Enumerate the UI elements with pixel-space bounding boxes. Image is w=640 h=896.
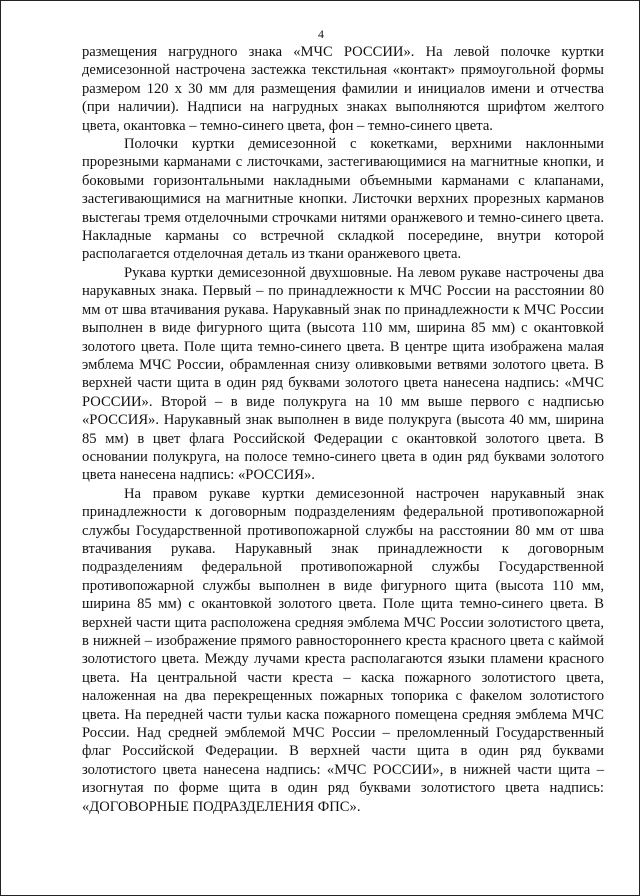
document-body [82, 43, 604, 816]
paragraph: Рукава куртки демисезонной двухшовные. На левом рукаве настрочены два нарукавных знака. Первый – по принадлежности к МЧС России на расстоянии 80 мм от шва втачивания рукава. Нарукавный знак по принадлежности к МЧС России выполнен в виде фигурного щита (высота 110 мм, ширина 85 мм) с окантовкой золотого цвета. Поле щита темно-синего цвета. В центре щита изображена малая эмблема МЧС России, обрамленная снизу оливковыми ветвями золотого цвета. В верхней части щита в один ряд буквами золотого цвета нанесена надпись: «МЧС РОССИИ». Второй – в виде полукруга на 10 мм выше первого с надписью «РОССИЯ». Нарукавный знак выполнен в виде полукруга (высота 40 мм, ширина 85 мм) в цвет флага Российской Федерации с окантовкой золотого цвета. В основании полукруга, на полосе темно-синего цвета в один ряд буквами золотого цвета нанесена надпись: «РОССИЯ». [82, 264, 604, 484]
paragraph: Полочки куртки демисезонной с кокетками, верхними наклонными прорезными карманами с листочками, застегивающимися на магнитные кнопки, и боковыми горизонтальными накладными объемными карманами с клапанами, застегивающимися на магнитные кнопки. Листочки верхних прорезных карманов выстегаы тремя отделочными строчками нитями оранжевого и темно-синего цвета. Накладные карманы со встречной складкой посередине, внутри которой располагается отделочная деталь из ткани оранжевого цвета. [82, 136, 604, 263]
page-number: 4 [318, 27, 324, 41]
paragraph: На правом рукаве куртки демисезонной настрочен нарукавный знак принадлежности к договорным подразделениям федеральной противопожарной службы Государственной противопожарной службы на расстоянии 80 мм от шва втачивания рукава. Нарукавный знак принадлежности к договорным подразделениям федеральной противопожарной службы Государственной противопожарной службы выполнен в виде фигурного щита (высота 110 мм, ширина 85 мм) с окантовкой золотого цвета. Поле щита темно-синего цвета. В верхней части щита расположена средняя эмблема МЧС России золотистого цвета, в нижней – изображение прямого равностороннего креста красного цвета с каймой золотистого цвета. Между лучами креста располагаются языки пламени красного цвета. На центральной части креста – каска пожарного золотистого цвета, наложенная на два перекрещенных пожарных топорика с факелом золотистого цвета. На передней части тульи каска пожарного помещена средняя эмблема МЧС России. Над средней эмблемой МЧС России – преломленный Государственный флаг Российской Федерации. В верхней части щита в один ряд буквами золотистого цвета нанесена надпись: «МЧС РОССИИ», в нижней части щита – изогнутая по форме щита в один ряд буквами золотистого цвета надпись: «ДОГОВОРНЫЕ ПОДРАЗДЕЛЕНИЯ ФПС». [82, 485, 604, 815]
paragraph: размещения нагрудного знака «МЧС РОССИИ». На левой полочке куртки демисезонной настрочена застежка текстильная «контакт» прямоугольной формы размером 120 х 30 мм для размещения фамилии и инициалов имени и отчества (при наличии). Надписи на нагрудных знаках выполняются шрифтом желтого цвета, окантовка – темно-синего цвета, фон – темно-синего цвета. [82, 44, 604, 134]
